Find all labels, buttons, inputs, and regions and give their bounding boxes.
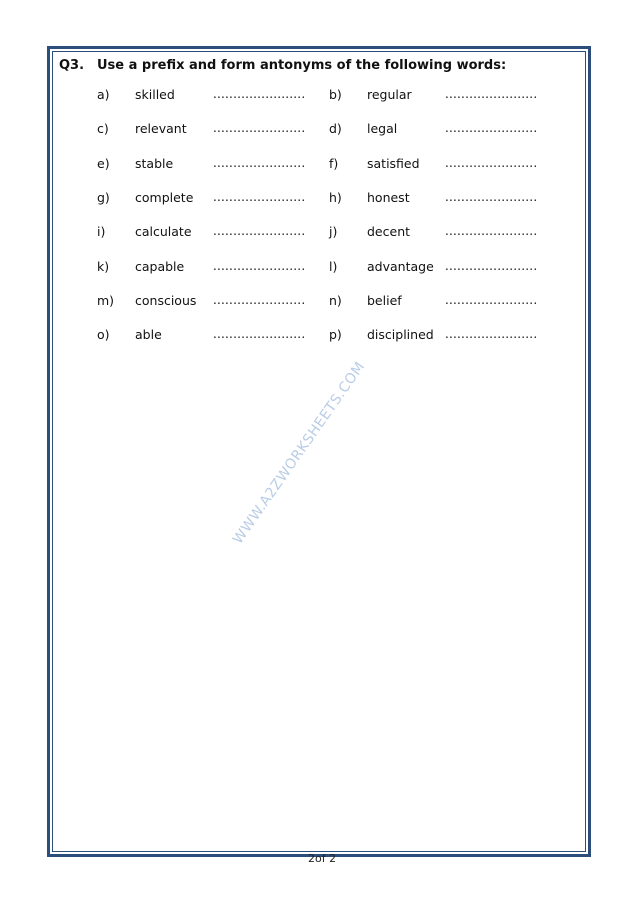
item-letter: d) (329, 121, 342, 137)
item-word: skilled (135, 87, 175, 102)
answer-blank[interactable]: ....................... (213, 327, 306, 342)
page-border-inner (52, 51, 586, 852)
answer-blank[interactable]: ....................... (213, 87, 306, 101)
item-word: disciplined (367, 327, 434, 343)
answer-blank[interactable]: ....................... (213, 224, 306, 239)
answer-blank[interactable]: ....................... (213, 155, 306, 170)
item-word: regular (367, 87, 412, 102)
item-letter: e) (97, 155, 110, 171)
watermark: WWW.A2ZWORKSHEETS.COM (230, 358, 369, 548)
item-letter: b) (329, 87, 342, 102)
item-letter: h) (329, 189, 342, 205)
answer-blank[interactable]: ....................... (213, 292, 306, 307)
item-letter: m) (97, 292, 115, 308)
item-word: conscious (135, 292, 197, 308)
item-word: decent (367, 224, 411, 240)
item-letter: o) (97, 327, 110, 343)
item-word: stable (135, 155, 174, 171)
answer-blank[interactable]: ....................... (213, 121, 306, 136)
item-word: relevant (135, 121, 187, 137)
item-letter: j) (329, 224, 338, 240)
question-instruction: Use a prefix and form antonyms of the following words: (97, 58, 507, 73)
item-letter: k) (97, 258, 110, 274)
item-letter: l) (329, 258, 338, 274)
item-word: capable (135, 258, 185, 274)
question-number: Q3. (59, 58, 85, 73)
answer-blank[interactable]: ....................... (445, 327, 538, 342)
item-letter: n) (329, 292, 342, 308)
item-word: complete (135, 189, 194, 205)
item-letter: c) (97, 121, 109, 137)
answer-blank[interactable]: ....................... (445, 189, 538, 204)
item-letter: p) (329, 327, 342, 343)
item-letter: i) (97, 224, 106, 240)
answer-blank[interactable]: ....................... (445, 155, 538, 170)
answer-blank[interactable]: ....................... (445, 121, 538, 136)
answer-blank[interactable]: ....................... (445, 258, 538, 273)
item-word: belief (367, 292, 402, 308)
item-word: calculate (135, 224, 192, 240)
answer-blank[interactable]: ....................... (213, 258, 306, 273)
item-word: able (135, 327, 162, 343)
answer-blank[interactable]: ....................... (445, 224, 538, 239)
item-letter: f) (329, 155, 339, 171)
item-letter: g) (97, 189, 110, 205)
answer-blank[interactable]: ....................... (213, 189, 306, 204)
answer-blank[interactable]: ....................... (445, 87, 538, 101)
item-word: advantage (367, 258, 434, 274)
item-letter: a) (97, 87, 110, 102)
answer-blank[interactable]: ....................... (445, 292, 538, 307)
item-word: satisfied (367, 155, 420, 171)
item-word: honest (367, 189, 410, 205)
page-number: 2of 2 (308, 852, 337, 865)
item-word: legal (367, 121, 398, 137)
